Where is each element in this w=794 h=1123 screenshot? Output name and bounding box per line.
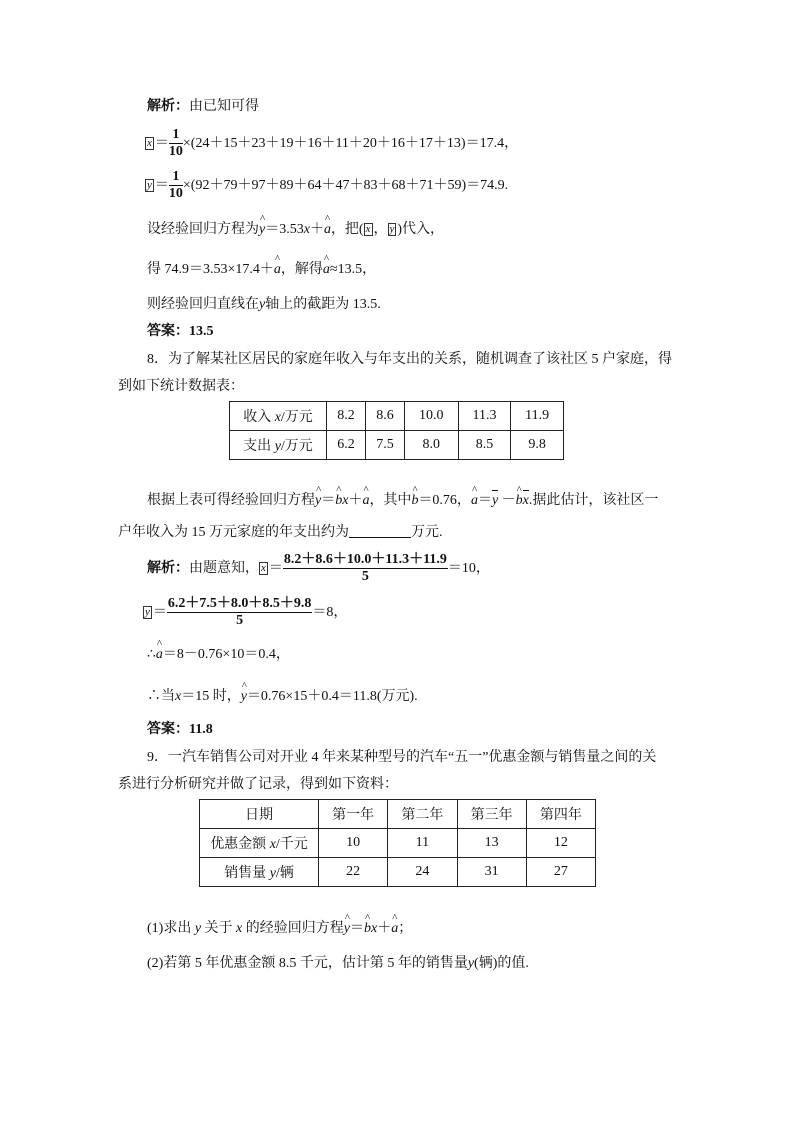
q8-statement-2: 户年收入为 15 万元家庭的年支出约为 万元.: [118, 525, 443, 540]
row-label: 优惠金额 x/千元: [200, 829, 319, 858]
table-row: [230, 402, 564, 431]
table-cell: 31: [457, 858, 526, 887]
q9-intro-2: 系进行分析研究并做了记录，得到如下资料：: [118, 777, 398, 792]
analysis-line-7: [147, 98, 259, 116]
intercept-line: 则经验回归直线在y轴上的截距为 13.5.: [147, 297, 381, 312]
table-cell: 10.0: [404, 402, 458, 431]
answer-7: [147, 323, 214, 341]
table-cell: 24: [388, 858, 457, 887]
table-cell: 8.2: [327, 402, 366, 431]
row-label: 销售量 y/辆: [200, 858, 319, 887]
table-header: 日期: [200, 800, 319, 829]
table-cell: 11: [388, 829, 457, 858]
row-label: 收入 x/万元: [230, 402, 327, 431]
fraction: $\frac{6.2+7.5+8.0+8.5+9.8}{5}$: [167, 596, 312, 629]
table-cell: 13: [457, 829, 526, 858]
xbar-equation: x ＝ $\frac{1}{10}$ ×(24＋15＋23＋19＋16＋11＋20＋16＋17＋13)＝17.4，: [147, 127, 519, 160]
q9-part-2: (2)若第 5 年优惠金额 8.5 千元，估计第 5 年的销售量y(辆)的值.: [147, 956, 529, 971]
table-header: 第二年: [388, 800, 457, 829]
q9-intro-1: 9．一汽车销售公司对开业 4 年来某种型号的汽车“五一”优惠金额与销售量之间的关: [147, 750, 657, 765]
table-row: [230, 431, 564, 460]
q8-analysis-xbar: 解析：由题意知， x ＝ $\frac{8.2+8.6+10.0+11.3+11.9}{5}$ ＝10，: [147, 552, 490, 585]
fraction: $\frac{1}{10}$: [168, 127, 183, 160]
ybar-equation: y ＝ $\frac{1}{10}$ ×(92＋79＋97＋89＋64＋47＋83＋68＋71＋59)＝74.9.: [147, 169, 509, 202]
q9-part-1: (1)求出 y 关于 x 的经验回归方程^ y＝^ bx＋^ a；: [147, 920, 412, 938]
a-hat: ^ a: [323, 261, 330, 279]
table-row: [200, 800, 596, 829]
q8-intro-2: 到如下统计数据表：: [118, 379, 244, 394]
table-header: 第四年: [526, 800, 595, 829]
y-hat: ^ y: [259, 221, 265, 239]
analysis-text: 由已知可得: [189, 99, 259, 114]
xbar-sum: ×(24＋15＋23＋19＋16＋11＋20＋16＋17＋13)＝17.4，: [182, 136, 519, 151]
a-hat: ^ a: [324, 221, 331, 239]
xbar-symbol: x: [147, 137, 152, 149]
table-cell: 9.8: [511, 431, 564, 460]
q8-intro-1: 8．为了解某社区居民的家庭年收入与年支出的关系，随机调查了该社区 5 户家庭，得: [147, 352, 672, 367]
table-cell: 7.5: [365, 431, 404, 460]
table-cell: 6.2: [327, 431, 366, 460]
answer-8: [147, 721, 213, 739]
answer-label: 答案：: [147, 722, 189, 737]
answer-value: 13.5: [189, 324, 214, 339]
table-cell: 11.3: [458, 402, 511, 431]
q8-step-1: ∴^ a＝8－0.76×10＝0.4，: [147, 646, 290, 664]
q9-data-table: [199, 799, 596, 887]
table-row: [200, 829, 596, 858]
answer-label: 答案：: [147, 324, 189, 339]
answer-blank: [349, 523, 411, 538]
fraction: $\frac{8.2+8.6+10.0+11.3+11.9}{5}$: [283, 552, 447, 585]
table-cell: 27: [526, 858, 595, 887]
answer-value: 11.8: [189, 722, 213, 737]
table-header: 第三年: [457, 800, 526, 829]
table-cell: 10: [319, 829, 388, 858]
analysis-label: 解析：: [147, 99, 189, 114]
ybar-symbol: y: [147, 179, 152, 191]
q8-analysis-ybar: y ＝ $\frac{6.2+7.5+8.0+8.5+9.8}{5}$ ＝8，: [145, 596, 348, 629]
table-cell: 8.0: [404, 431, 458, 460]
table-cell: 8.5: [458, 431, 511, 460]
table-cell: 12: [526, 829, 595, 858]
q8-statement-1: 根据上表可得经验回归方程^ y＝^ bx＋^ a，其中^ b＝0.76，^ a＝y －^ bx.据此估计，该社区一: [147, 490, 658, 510]
row-label: 支出 y/万元: [230, 431, 327, 460]
regression-setup-line: 设经验回归方程为^ y＝3.53x＋^ a，把( x ， y )代入，: [147, 221, 444, 239]
fraction: $\frac{1}{10}$: [168, 169, 183, 202]
table-header: 第一年: [319, 800, 388, 829]
solve-line: 得 74.9＝3.53×17.4＋^ a，解得^ a≈13.5，: [147, 261, 376, 279]
a-hat: ^ a: [274, 261, 281, 279]
table-cell: 8.6: [365, 402, 404, 431]
table-cell: 22: [319, 858, 388, 887]
q8-step-2: ∴当x＝15 时，^ y＝0.76×15＋0.4＝11.8(万元).: [147, 688, 418, 706]
q8-data-table: [229, 401, 564, 460]
ybar-sum: ×(92＋79＋97＋89＋64＋47＋83＋68＋71＋59)＝74.9.: [182, 178, 509, 193]
table-cell: 11.9: [511, 402, 564, 431]
table-row: [200, 858, 596, 887]
